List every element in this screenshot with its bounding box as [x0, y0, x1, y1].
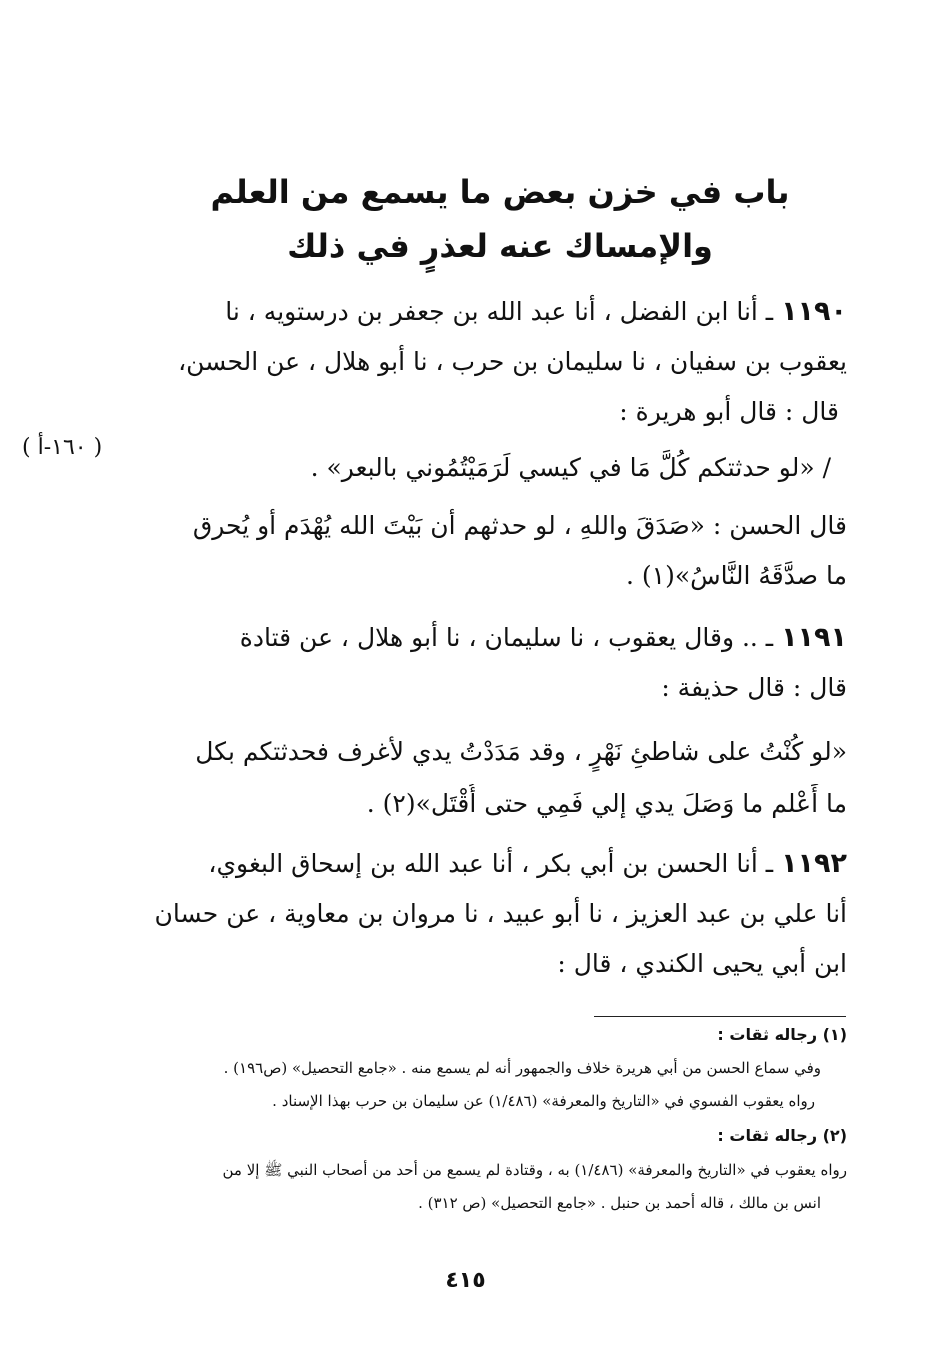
footnote-separator [594, 1016, 846, 1017]
page-number: ٤١٥ [445, 1268, 486, 1293]
footnote-1-line-1: وفي سماع الحسن من أبي هريرة خلاف والجمهور أنه لم يسمع منه . «جامع التحصيل» (ص١٩٦) . [223, 1059, 821, 1077]
footnote-2-heading: (٢) رجاله ثقات : [717, 1126, 847, 1145]
hadith-1191-text: ـ .. وقال يعقوب ، نا سليمان ، نا أبو هلال ، عن قتادة [239, 623, 782, 652]
hadith-number-1192: ١١٩٢ [781, 848, 847, 879]
hadith-1190-quote: / «لو حدثتكم كُلَّ مَا في كيسي لَرَمَيْتُمُوني بالبعر» . [310, 453, 831, 482]
chapter-title-line-1: باب في خزن بعض ما يسمع من العلم [210, 173, 790, 211]
hadith-number-1191: ١١٩١ [781, 622, 847, 653]
footnote-2-line-2: انس بن مالك ، قاله أحمد بن حنبل . «جامع التحصيل» (ص ٣١٢) . [418, 1194, 821, 1212]
hadith-1190-text: ـ أنا ابن الفضل ، أنا عبد الله بن جعفر بن درستويه ، نا [225, 297, 782, 326]
hadith-1192-text: ـ أنا الحسن بن أبي بكر ، أنا عبد الله بن إسحاق البغوي، [208, 849, 782, 878]
chapter-title-line-2: والإمساك عنه لعذرٍ في ذلك [287, 227, 713, 265]
hadith-1192-line-2: أنا علي بن عبد العزيز ، نا أبو عبيد ، نا مروان بن معاوية ، عن حسان [154, 899, 847, 928]
hadith-1191-quote-line-2: ما أَعْلم ما وَصَلَ يدي إلي فَمِي حتى أُقْتَل»(٢) . [366, 789, 847, 818]
hadith-1190-line-2: يعقوب بن سفيان ، نا سليمان بن حرب ، نا أبو هلال ، عن الحسن، [178, 347, 847, 376]
hadith-1190-line-1 [107, 292, 847, 336]
hadith-1191-line-2: قال : قال حذيفة : [661, 673, 847, 702]
hadith-1190-comment-line-1: قال الحسن : «صَدَقَ واللهِ ، لو حدثهم أن بَيْتَ الله يُهْدَم أو يُحرق [192, 511, 847, 540]
hadith-1190-line-3: قال : قال أبو هريرة : [619, 397, 839, 426]
hadith-1191-line-1 [107, 618, 847, 662]
footnote-1-heading: (١) رجاله ثقات : [717, 1025, 847, 1044]
footnote-2-line-1: رواه يعقوب في «التاريخ والمعرفة» (١/٤٨٦) به ، وقتادة لم يسمع من أحد من أصحاب النبي ﷺ إلا من [222, 1161, 847, 1179]
hadith-1191-quote-line-1: «لو كُنْتُ على شاطئِ نَهْرٍ ، وقد مَدَدْتُ يدي لأغرف فحدثتكم بكل [195, 737, 847, 766]
hadith-number-1190: ١١٩٠ [781, 296, 847, 327]
hadith-1192-line-1 [107, 844, 847, 888]
footnote-1-line-2: رواه يعقوب الفسوي في «التاريخ والمعرفة» (١/٤٨٦) عن سليمان بن حرب بهذا الإسناد . [272, 1092, 815, 1110]
hadith-1190-comment-line-2: ما صدَّقَهُ النَّاسُ»(١) . [626, 561, 847, 590]
manuscript-folio-marker: ( ١٦٠-أ ) [22, 435, 103, 460]
hadith-1192-line-3: ابن أبي يحيى الكندي ، قال : [557, 949, 847, 978]
